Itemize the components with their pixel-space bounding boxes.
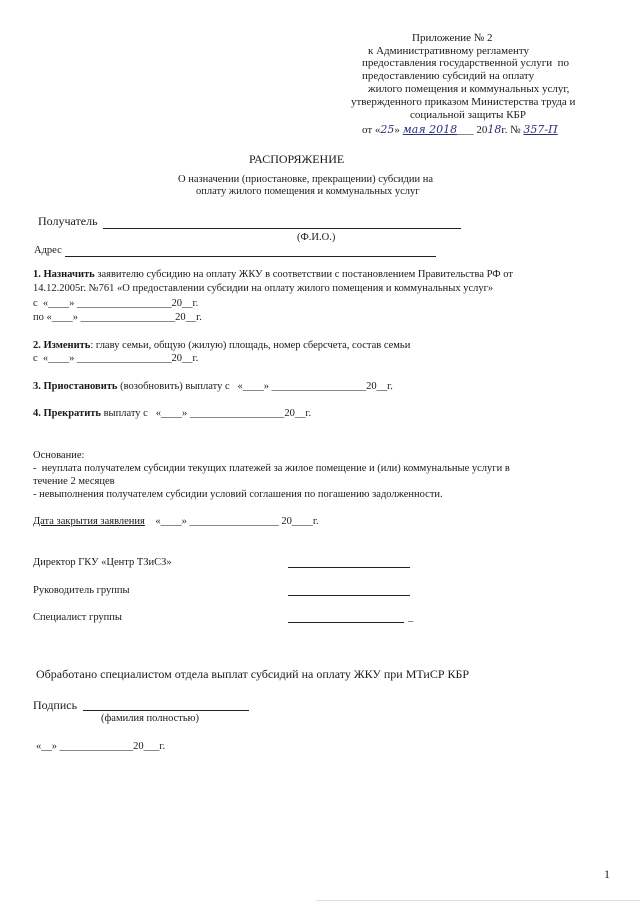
appendix-line: к Административному регламенту (368, 45, 530, 57)
surname-label: (фамилия полностью) (101, 713, 200, 724)
fio-label: (Ф.И.О.) (297, 232, 336, 243)
section-2-from: с «____» __________________20__г. (33, 353, 199, 364)
section-1-line: 1. Назначить заявителю субсидию на оплату ЖКУ в соответствии с постановлением Правительства РФ от (33, 269, 513, 280)
section-2-line: 2. Изменить: главу семьи, общую (жилую) площадь, номер сберсчета, состав семьи (33, 340, 411, 351)
recipient-line (103, 228, 461, 229)
document-title: РАСПОРЯЖЕНИЕ (249, 152, 345, 166)
section-3-heading: 3. Приостановить (33, 381, 118, 392)
group-head-signature-line (288, 595, 410, 596)
section-3-line: 3. Приостановить (возобновить) выплату с «____» __________________20__г. (33, 381, 393, 392)
section-2-heading: 2. Изменить (33, 340, 91, 351)
signature-line (83, 710, 249, 711)
specialist-tail: _ (408, 612, 414, 623)
group-specialist-label: Специалист группы (33, 612, 122, 623)
appendix-line: Приложение № 2 (412, 32, 493, 44)
address-line (65, 256, 436, 257)
director-label: Директор ГКУ «Центр ТЗиСЗ» (33, 557, 172, 568)
appendix-line: жилого помещения и коммунальных услуг, (368, 83, 570, 95)
document-subtitle: оплату жилого помещения и коммунальных услуг (196, 186, 420, 197)
basis-line: - неуплата получателем субсидии текущих платежей за жилое помещение и (или) коммунальные услуги в (33, 463, 510, 474)
appendix-line: предоставлению субсидий на оплату (362, 70, 535, 82)
handwritten-number: 357-П (523, 123, 558, 136)
processed-note: Обработано специалистом отдела выплат субсидий на оплату ЖКУ при МТиСР КБР (36, 667, 470, 681)
basis-line: - невыполнения получателем субсидии условий соглашения по погашению задолженности. (33, 489, 443, 500)
group-specialist-signature-line (288, 622, 404, 623)
closing-label: Дата закрытия заявления (33, 516, 145, 527)
handwritten-day: 25 (380, 123, 395, 136)
section-1-heading: 1. Назначить (33, 269, 95, 280)
date-mid: 20 (476, 124, 488, 136)
appendix-line: предоставления государственной услуги по (362, 57, 570, 69)
appendix-line: социальной защиты КБР (410, 109, 526, 121)
director-signature-line (288, 567, 410, 568)
handwritten-year: 18 (487, 123, 502, 136)
date-mid: » (394, 124, 400, 136)
section-4-line: 4. Прекратить выплату с «____» __________________20__г. (33, 408, 312, 419)
appendix-date-line: от «25» мая 2018___ 2018г. № 357-П (362, 123, 558, 136)
group-head-label: Руководитель группы (33, 585, 130, 596)
document-subtitle: О назначении (приостановке, прекращении) субсидии на (178, 174, 434, 185)
section-1-from: с «____» __________________20__г. (33, 298, 199, 309)
page-edge (316, 900, 640, 901)
section-4-heading: 4. Прекратить (33, 408, 101, 419)
closing-date-line: Дата закрытия заявления «____» _________________ 20____г. (33, 516, 319, 527)
final-date: «__» ______________20___г. (36, 741, 166, 752)
page-number: 1 (604, 867, 610, 881)
appendix-line: утвержденного приказом Министерства труда и (351, 96, 576, 108)
handwritten-month: мая 2018 (402, 123, 458, 136)
address-label: Адрес (34, 245, 62, 256)
recipient-label: Получатель (38, 214, 98, 228)
date-prefix: от « (362, 124, 381, 136)
date-mid: г. № (501, 124, 521, 136)
section-1-line: 14.12.2005г. №761 «О предоставлении субсидии на оплату жилого помещения и коммунальных услуг» (33, 283, 494, 294)
section-1-to: по «____» __________________20__г. (33, 312, 202, 323)
basis-title: Основание: (33, 450, 85, 461)
basis-line: течение 2 месяцев (33, 476, 115, 487)
signature-label: Подпись (33, 698, 78, 712)
